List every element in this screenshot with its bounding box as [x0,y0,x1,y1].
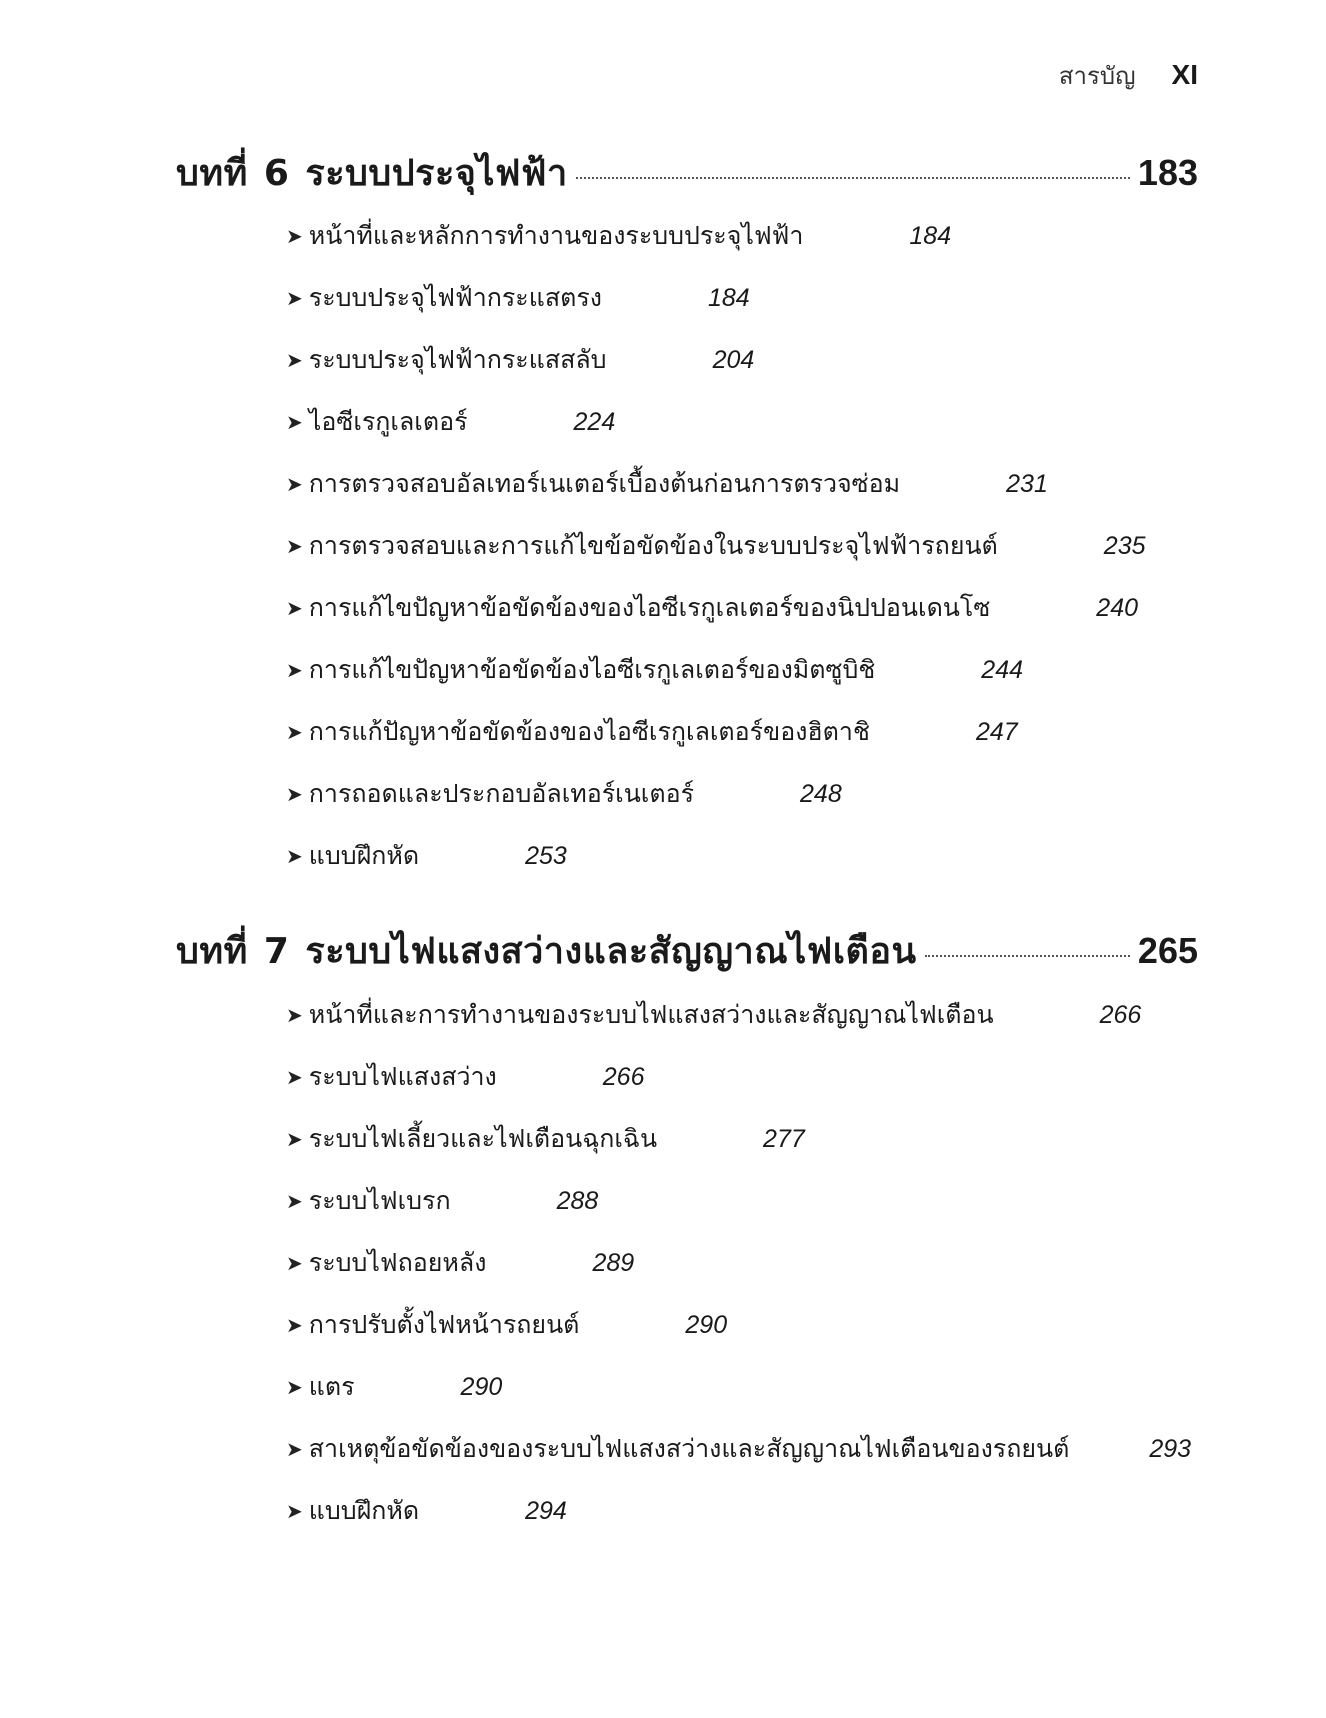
item-page: 289 [592,1248,635,1277]
arrow-icon: ➤ [286,658,303,682]
toc-item[interactable] [286,984,1198,1046]
item-title: ระบบไฟเลี้ยวและไฟเตือนฉุกเฉิน [308,1124,658,1153]
arrow-icon: ➤ [286,596,303,620]
chapter-heading-6[interactable] [176,144,1198,201]
toc-item[interactable] [286,453,1198,515]
item-title: การถอดและประกอบอัลเทอร์เนเตอร์ [308,779,695,808]
item-title: หน้าที่และหลักการทำงานของระบบประจุไฟฟ้า [308,221,804,250]
item-title: การตรวจสอบอัลเทอร์เนเตอร์เบื้องต้นก่อนการตรวจซ่อม [308,469,901,498]
chapter-word: บทที่ [176,931,248,972]
item-title: การปรับตั้งไฟหน้ารถยนต์ [308,1310,580,1339]
chapter-page: 265 [1137,930,1198,971]
toc-item[interactable] [286,639,1198,701]
item-title: แบบฝึกหัด [308,1496,420,1525]
running-header [1059,56,1198,95]
arrow-icon: ➤ [286,782,303,806]
arrow-icon: ➤ [286,844,303,868]
chapter-number: 7 [263,931,290,972]
chapter-label [176,144,568,201]
toc-item[interactable] [286,1418,1198,1480]
item-page: 266 [1099,1000,1142,1029]
dot-leader [925,955,1130,957]
chapter-page: 183 [1137,152,1198,193]
arrow-icon: ➤ [286,286,303,310]
toc-item[interactable] [286,701,1198,763]
item-title: สาเหตุข้อขัดข้องของระบบไฟแสงสว่างและสัญญาณไฟเตือนของรถยนต์ [308,1434,1070,1463]
arrow-icon: ➤ [286,472,303,496]
item-page: 204 [712,345,755,374]
arrow-icon: ➤ [286,410,303,434]
item-title: แบบฝึกหัด [308,841,420,870]
item-page: 293 [1149,1434,1192,1463]
arrow-icon: ➤ [286,1313,303,1337]
item-title: ระบบไฟเบรก [308,1186,451,1215]
item-page: 247 [975,717,1018,746]
toc-item[interactable] [286,763,1198,825]
item-title: หน้าที่และการทำงานของระบบไฟแสงสว่างและสัญญาณไฟเตือน [308,1000,994,1029]
arrow-icon: ➤ [286,1375,303,1399]
toc-item[interactable] [286,515,1198,577]
chapter-title: ระบบประจุไฟฟ้า [305,153,568,194]
item-page: 184 [909,221,952,250]
chapter-number: 6 [263,153,290,194]
toc-item[interactable] [286,825,1198,887]
arrow-icon: ➤ [286,1189,303,1213]
item-title: ระบบประจุไฟฟ้ากระแสตรง [308,283,602,312]
item-page: 266 [602,1062,645,1091]
item-page: 290 [460,1372,503,1401]
arrow-icon: ➤ [286,1251,303,1275]
arrow-icon: ➤ [286,224,303,248]
arrow-icon: ➤ [286,1127,303,1151]
item-page: 288 [556,1186,599,1215]
toc-item[interactable] [286,577,1198,639]
chapter-7-items [286,984,1198,1542]
arrow-icon: ➤ [286,1065,303,1089]
item-title: แตร [308,1372,355,1401]
toc-item[interactable] [286,205,1198,267]
item-title: ระบบประจุไฟฟ้ากระแสสลับ [308,345,607,374]
item-page: 231 [1006,469,1048,498]
arrow-icon: ➤ [286,1437,303,1461]
item-title: ไอซีเรกูเลเตอร์ [308,407,468,436]
toc-item[interactable] [286,1356,1198,1418]
chapter-label [176,922,917,979]
chapter-title: ระบบไฟแสงสว่างและสัญญาณไฟเตือน [305,931,917,972]
item-title: ระบบไฟถอยหลัง [308,1248,487,1277]
item-title: การแก้ไขปัญหาข้อขัดข้องไอซีเรกูเลเตอร์ของมิตซูบิชิ [308,655,876,684]
item-page: 294 [525,1496,567,1525]
toc-item[interactable] [286,1294,1198,1356]
toc-item[interactable] [286,329,1198,391]
item-page: 248 [800,779,842,808]
arrow-icon: ➤ [286,534,303,558]
arrow-icon: ➤ [286,348,303,372]
chapter-6-items [286,205,1198,887]
toc-item[interactable] [286,1046,1198,1108]
toc-item[interactable] [286,1232,1198,1294]
item-page: 224 [573,407,616,436]
header-section-name: สารบัญ [1058,62,1136,90]
header-page-number: XI [1171,59,1198,90]
toc-item[interactable] [286,1170,1198,1232]
item-page: 290 [685,1310,728,1339]
item-page: 184 [707,283,750,312]
toc-item[interactable] [286,391,1198,453]
chapter-heading-7[interactable] [176,922,1198,979]
chapter-word: บทที่ [176,153,248,194]
arrow-icon: ➤ [286,720,303,744]
item-title: การตรวจสอบและการแก้ไขข้อขัดข้องในระบบประจุไฟฟ้ารถยนต์ [308,531,998,560]
item-title: การแก้ไขปัญหาข้อขัดข้องของไอซีเรกูเลเตอร์ของนิปปอนเดนโซ [308,593,991,622]
item-page: 240 [1096,593,1139,622]
item-page: 244 [981,655,1024,684]
item-title: ระบบไฟแสงสว่าง [308,1062,497,1091]
item-title: การแก้ปัญหาข้อขัดข้องของไอซีเรกูเลเตอร์ของฮิตาชิ [308,717,870,746]
dot-leader [576,177,1130,179]
item-page: 277 [763,1124,805,1153]
item-page: 235 [1103,531,1146,560]
arrow-icon: ➤ [286,1003,303,1027]
toc-item[interactable] [286,1480,1198,1542]
toc-item[interactable] [286,267,1198,329]
item-page: 253 [525,841,567,870]
toc-item[interactable] [286,1108,1198,1170]
arrow-icon: ➤ [286,1499,303,1523]
